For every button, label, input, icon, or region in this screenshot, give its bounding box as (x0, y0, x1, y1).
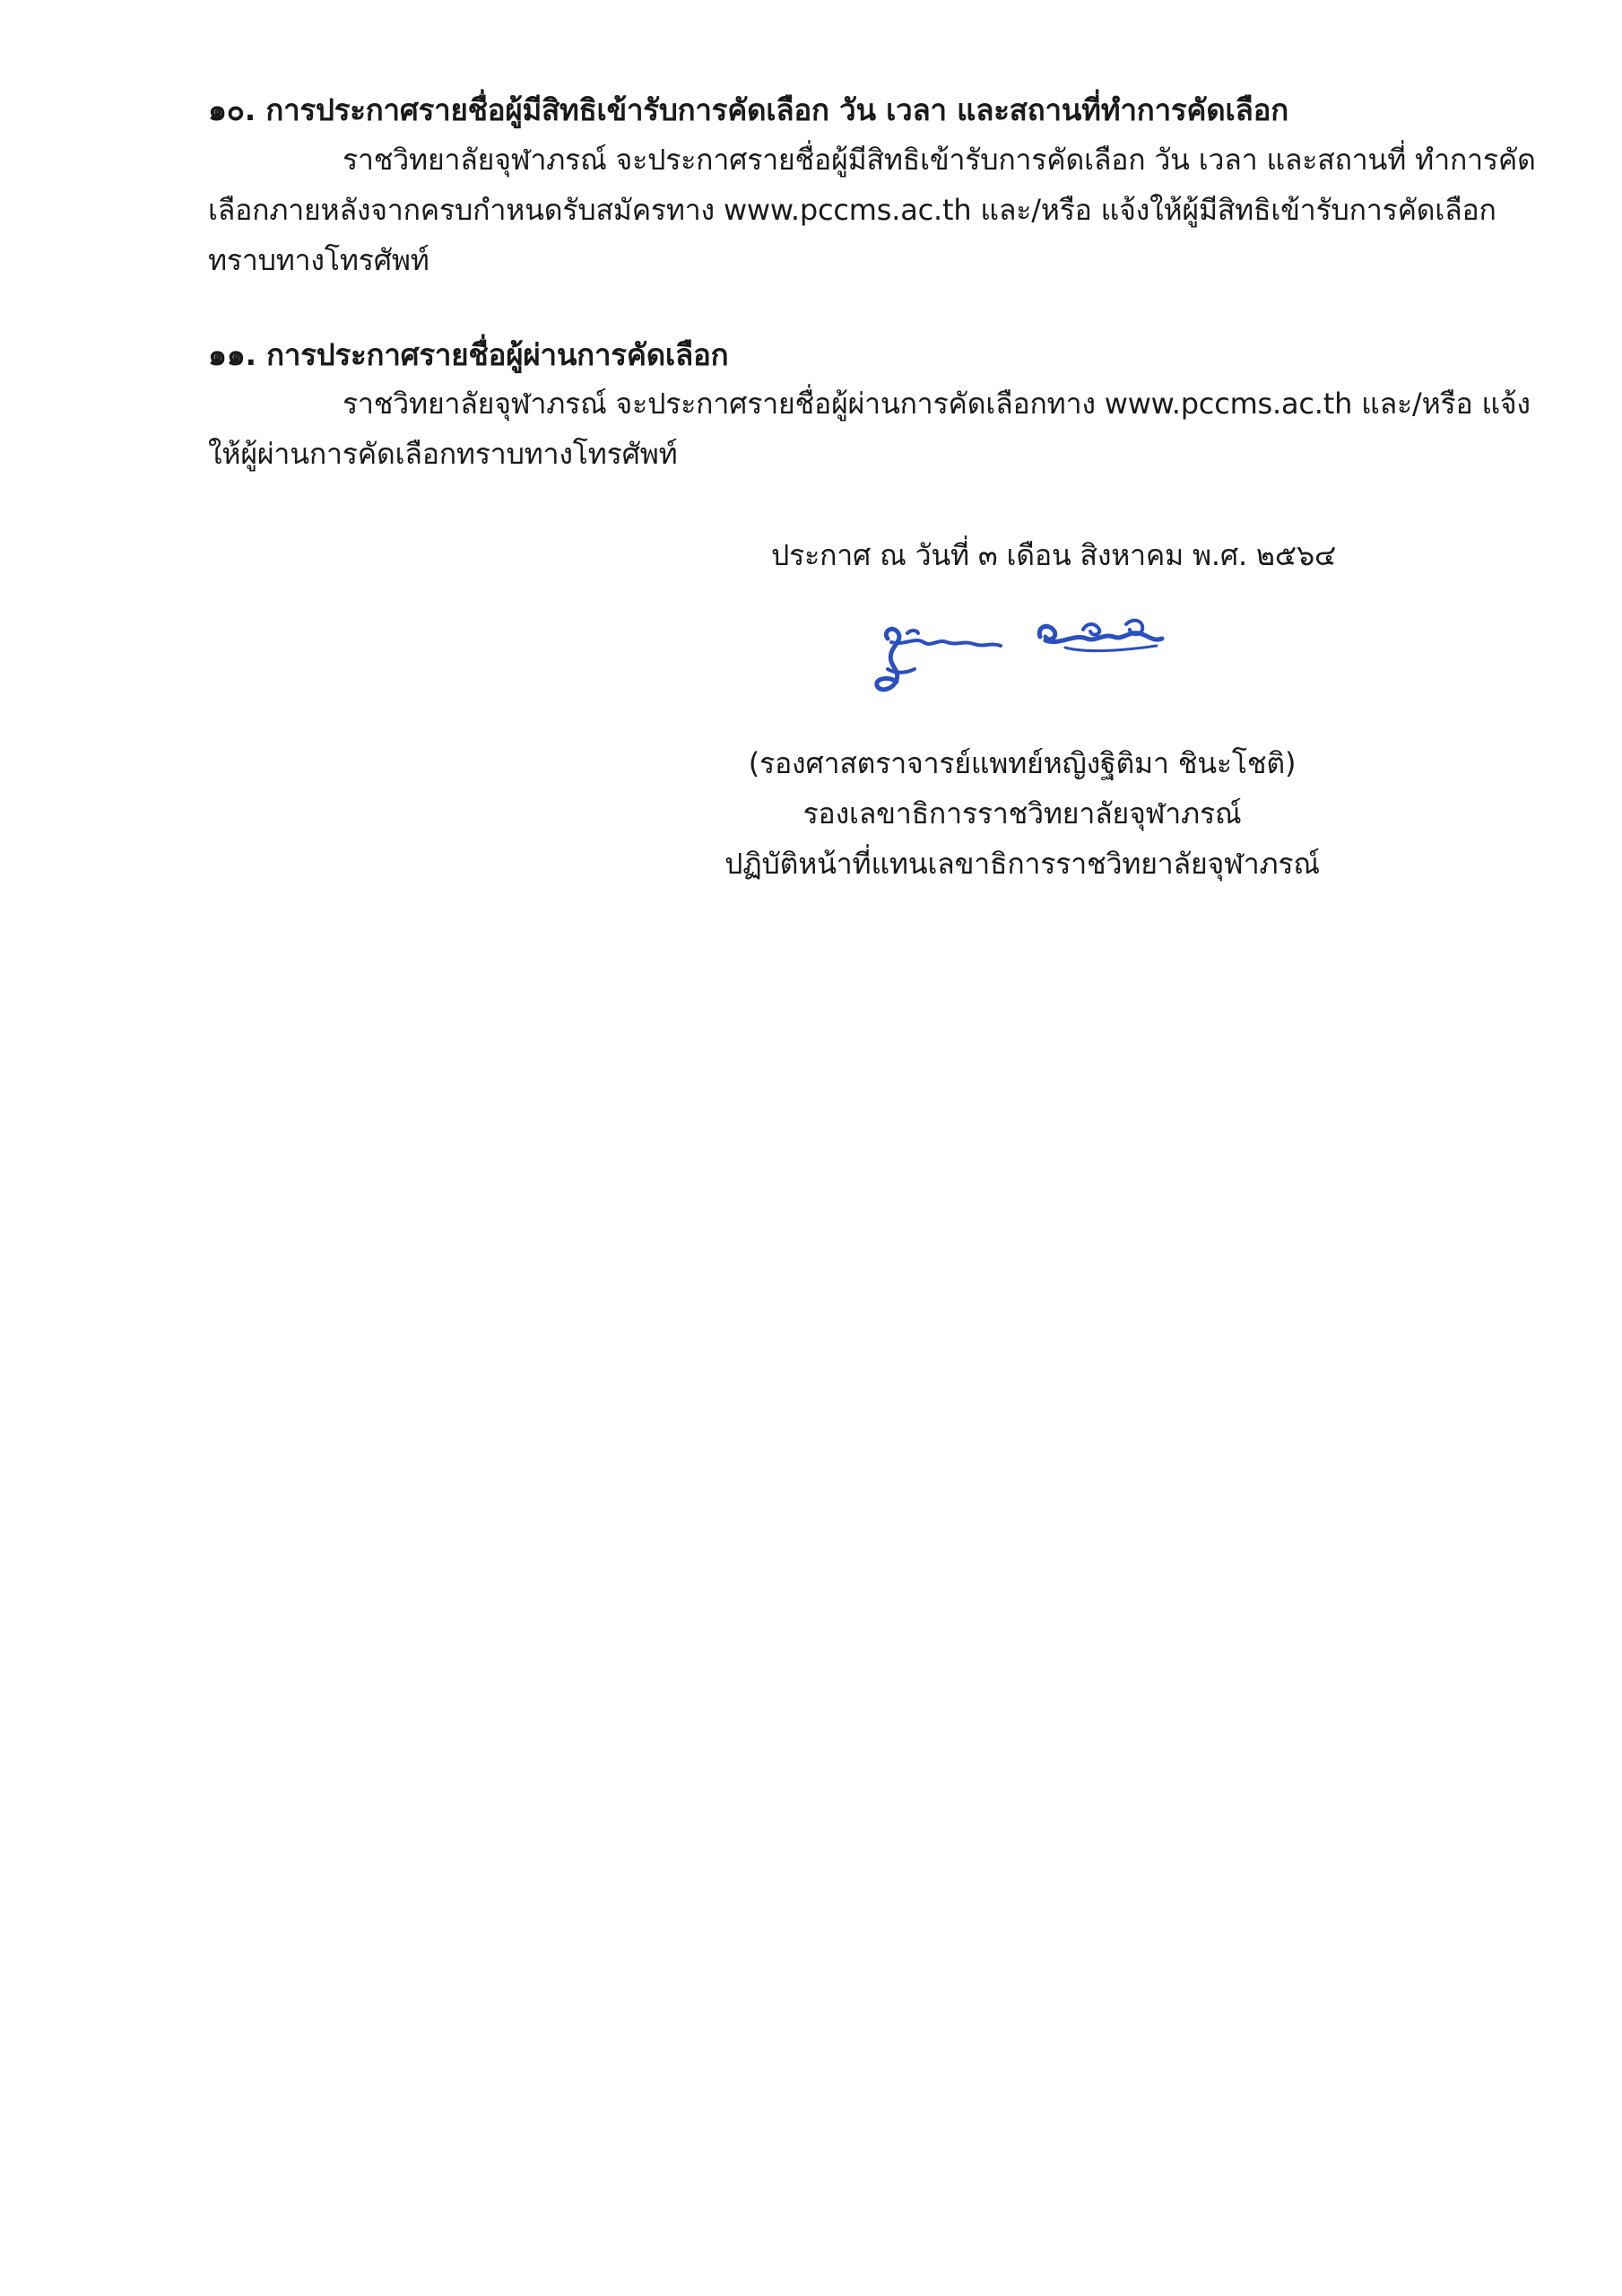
section-10-paragraph (208, 135, 1536, 285)
section-11-line-1: ราชวิทยาลัยจุฬาภรณ์ จะประกาศรายชื่อผู้ผ่านการคัดเลือกทาง www.pccms.ac.th และ/หรือ แจ้ง (343, 387, 1531, 421)
handwritten-signature-image (861, 606, 1184, 705)
section-10-heading: ๑๐. การประกาศรายชื่อผู้มีสิทธิเข้ารับการคัดเลือก วัน เวลา และสถานที่ทำการคัดเลือก (208, 92, 1289, 127)
section-10-line-2: เลือกภายหลังจากครบกำหนดรับสมัครทาง www.pccms.ac.th และ/หรือ แจ้งให้ผู้มีสิทธิเข้ารับการคัดเลือก (208, 193, 1496, 227)
announcement-date: ประกาศ ณ วันที่ ๓ เดือน สิงหาคม พ.ศ. ๒๕๖๔ (771, 538, 1336, 572)
signatory-acting-position: ปฏิบัติหน้าที่แทนเลขาธิการราชวิทยาลัยจุฬาภรณ์ (724, 847, 1320, 881)
section-10-line-3: ทราบทางโทรศัพท์ (208, 243, 429, 277)
section-10-line-1: ราชวิทยาลัยจุฬาภรณ์ จะประกาศรายชื่อผู้มีสิทธิเข้ารับการคัดเลือก วัน เวลา และสถานที่ ทำการคัด (343, 143, 1536, 177)
section-11-line-2: ให้ผู้ผ่านการคัดเลือกทราบทางโทรศัพท์ (208, 437, 678, 471)
section-11-paragraph (208, 378, 1531, 479)
signatory-name: (รองศาสตราจารย์แพทย์หญิงฐิติมา ชินะโชติ) (748, 746, 1297, 780)
signatory-position: รองเลขาธิการราชวิทยาลัยจุฬาภรณ์ (802, 796, 1242, 831)
section-11-heading: ๑๑. การประกาศรายชื่อผู้ผ่านการคัดเลือก (208, 337, 729, 372)
